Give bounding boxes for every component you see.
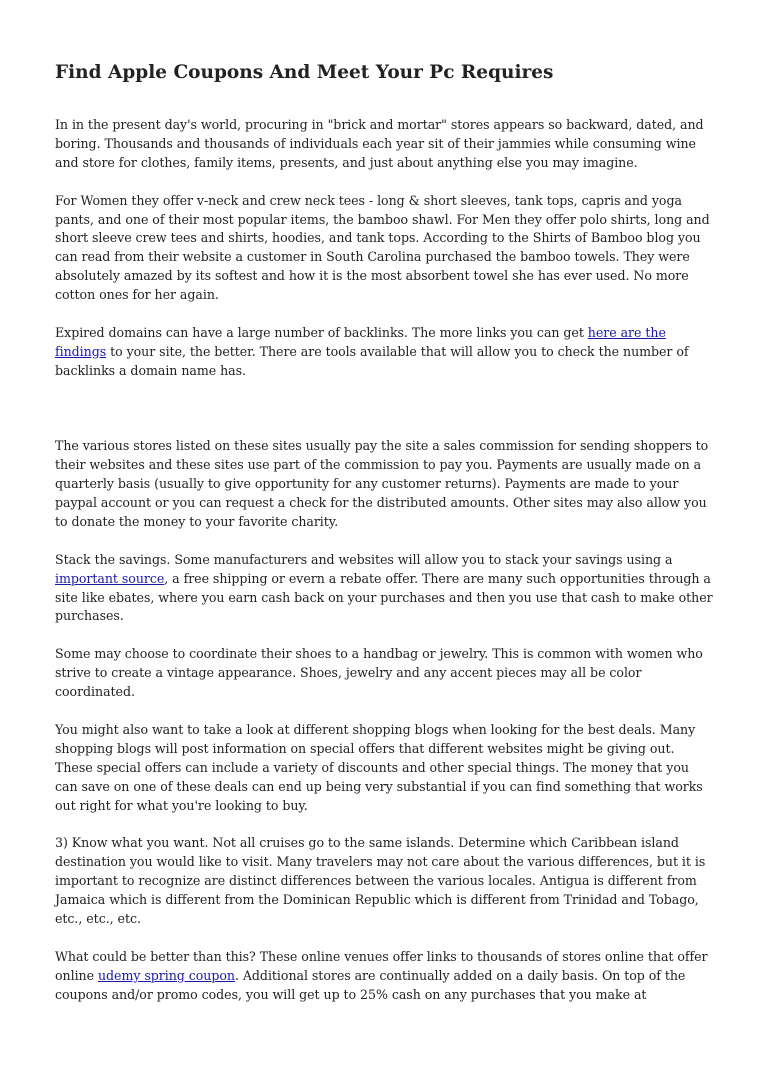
paragraph-9-text-before: What could be better than this? These online venues offer links to thousands of stores online that offer online xyxy=(55,948,708,983)
important-source-link[interactable]: important source xyxy=(55,570,165,586)
paragraph-1: In in the present day's world, procuring in "brick and mortar" stores appears so backward, dated, and boring. Thousands and thousands of individuals each year sit of their jammies while consuming wine and store for clothes, family items, presents, and just about anything else you may imagine. xyxy=(55,117,704,170)
paragraph-8: 3) Know what you want. Not all cruises go to the same islands. Determine which Caribbean island destination you would like to visit. Many travelers may not care about the various differences, but it is important to recognize are distinct differences between the various locales. Antigua is different from Jamaica which is different from the Dominican Republic which is different from Trinidad and Tobago, etc., etc., etc. xyxy=(55,835,706,926)
paragraph-6: Some may choose to coordinate their shoes to a handbag or jewelry. This is common with women who strive to create a vintage appearance. Shoes, jewelry and any accent pieces may all be color coordinated. xyxy=(55,646,703,700)
paragraph-5-text-before: Stack the savings. Some manufacturers and websites will allow you to stack your savings using a xyxy=(55,551,673,567)
paragraph-4: The various stores listed on these sites usually pay the site a sales commission for sending shoppers to their websites and these sites use part of the commission to pay you. Payments are usually made on a quarterly basis (usually to give opportunity for any customer returns). Payments are made to your paypal account or you can request a check for the distributed amounts. Other sites may also allow you to donate the money to your favorite charity. xyxy=(55,438,709,529)
here-are-the-findings-link[interactable]: here are the findings xyxy=(55,324,666,359)
paragraph-5-text-after: , a free shipping or evern a rebate offer. There are many such opportunities through a site like ebates, where you earn cash back on your purchases and then you use that cash to make other purchases. xyxy=(55,570,713,624)
paragraph-3 xyxy=(55,324,715,381)
paragraph-2: For Women they offer v-neck and crew neck tees - long & short sleeves, tank tops, capris and yoga pants, and one of their most popular items, the bamboo shawl. For Men they offer polo shirts, long and short sleeve crew tees and shirts, hoodies, and tank tops. According to the Shirts of Bamboo blog you can read from their website a customer in South Carolina purchased the bamboo towels. They were absolutely amazed by its softest and how it is the most absorbent towel she has ever used. No more cotton ones for her again. xyxy=(55,192,710,303)
udemy-spring-coupon-link[interactable]: udemy spring coupon xyxy=(97,967,235,983)
paragraph-9 xyxy=(55,948,715,1005)
paragraph-9-text-after: . Additional stores are continually added on a daily basis. On top of the coupons and/or promo codes, you will get up to 25% cash on any purchases that you make at xyxy=(55,967,686,1002)
document-page xyxy=(55,58,715,1023)
paragraph-7: You might also want to take a look at different shopping blogs when looking for the best deals. Many shopping blogs will post information on special offers that different websites might be giving out. These special offers can include a variety of discounts and other special things. The money that you can save on one of these deals can end up being very substantial if you can find something that works out right for what you're looking to buy. xyxy=(55,721,703,813)
paragraph-5 xyxy=(55,551,715,627)
page-title: Find Apple Coupons And Meet Your Pc Requires xyxy=(55,62,554,83)
paragraph-3-text-before: Expired domains can have a large number of backlinks. The more links you can get xyxy=(55,324,588,340)
paragraph-3-text-after: to your site, the better. There are tools available that will allow you to check the number of backlinks a domain name has. xyxy=(55,343,689,378)
